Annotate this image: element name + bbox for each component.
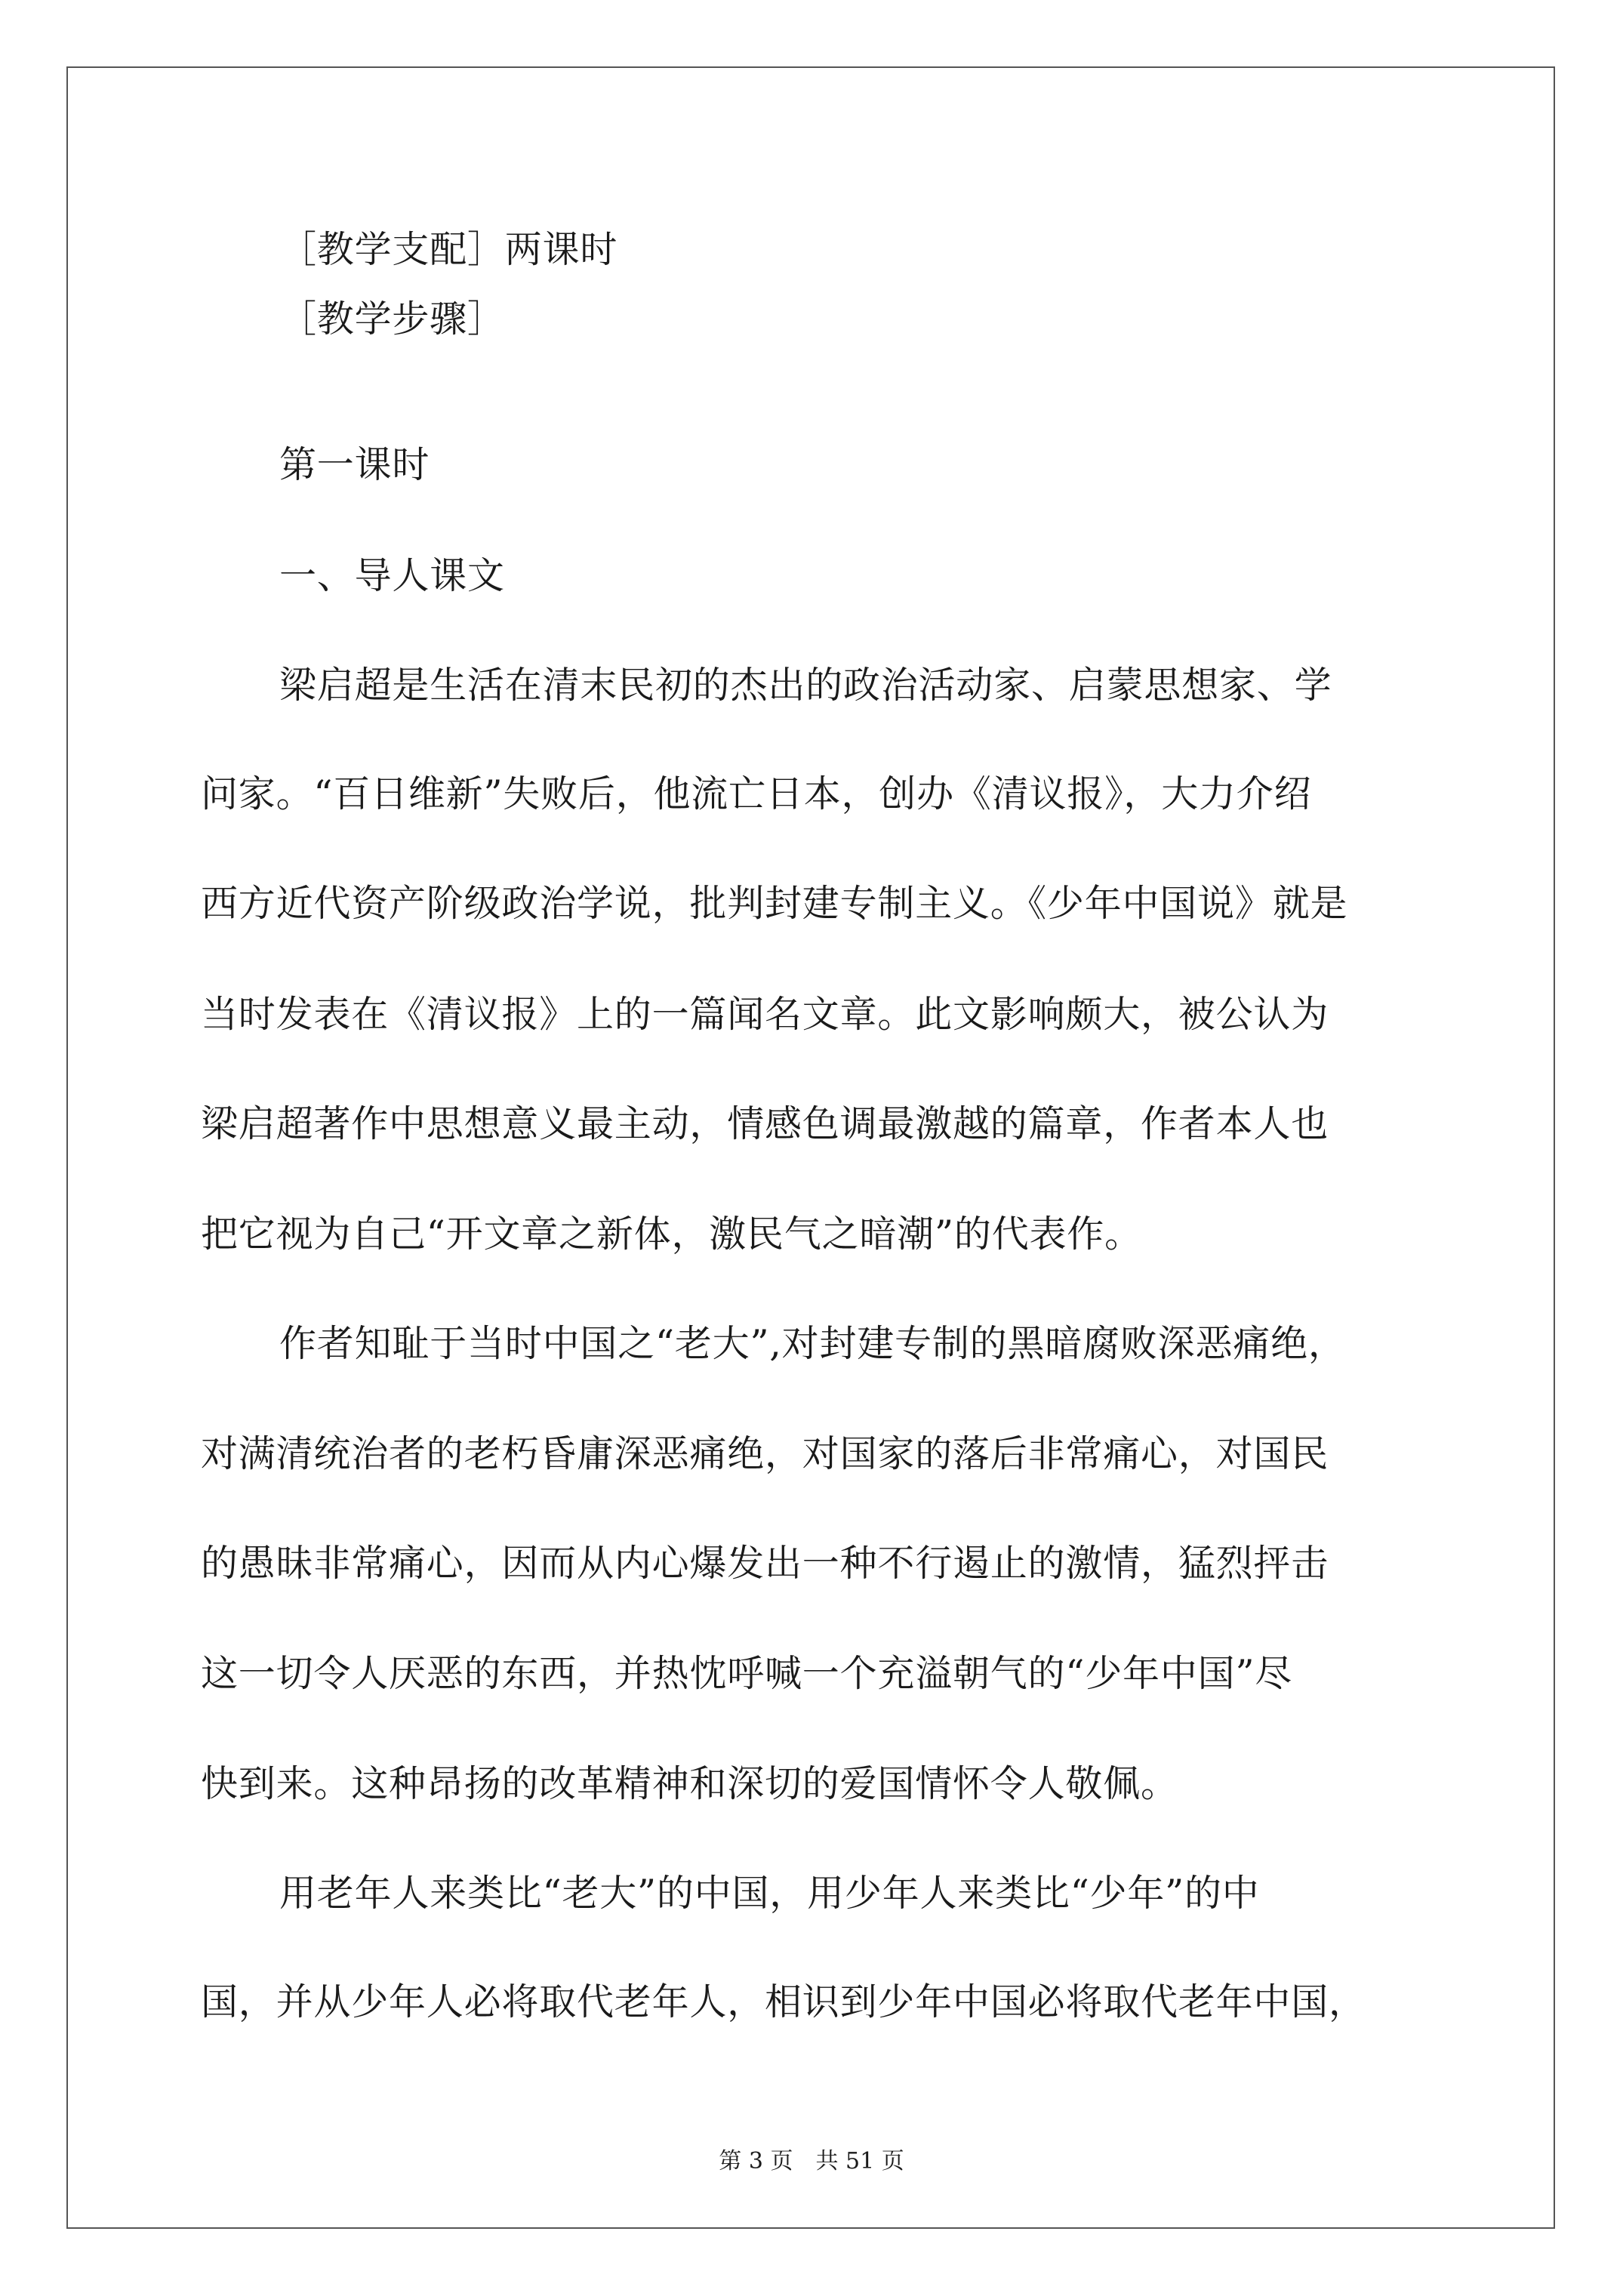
heading-teaching-steps: ［教学步骤］ xyxy=(279,297,505,341)
paragraph-line: 快到来。这种昂扬的改革精神和深切的爱国情怀令人敬佩。 xyxy=(201,1762,1178,1805)
paragraph-line: 作者知耻于当时中国之“老大”,对封建专制的黑暗腐败深恶痛绝， xyxy=(279,1322,1346,1365)
paragraph-line: 的愚昧非常痛心，因而从内心爆发出一种不行遏止的激情，猛烈抨击 xyxy=(201,1542,1329,1585)
paragraph-line: 用老年人来类比“老大”的中国，用少年人来类比“少年”的中 xyxy=(279,1872,1260,1915)
heading-introduction: 一、导人课文 xyxy=(279,554,505,597)
paragraph-line: 这一切令人厌恶的东西，并热忱呼喊一个充溢朝气的“少年中国”尽 xyxy=(201,1652,1293,1695)
paragraph-line: 对满清统治者的老朽昏庸深恶痛绝，对国家的落后非常痛心，对国民 xyxy=(201,1432,1329,1475)
paragraph-line: 西方近代资产阶级政治学说，批判封建专制主义。《少年中国说》就是 xyxy=(201,882,1348,925)
page-number-footer: 第 3 页 共 51 页 xyxy=(719,2148,904,2174)
paragraph-line: 国，并从少年人必将取代老年人，相识到少年中国必将取代老年中国， xyxy=(201,1980,1366,2023)
paragraph-line: 梁启超著作中思想意义最主动，情感色调最激越的篇章，作者本人也 xyxy=(201,1102,1329,1145)
paragraph-line: 当时发表在《清议报》上的一篇闻名文章。此文影响颇大，被公认为 xyxy=(201,993,1329,1036)
heading-teaching-arrangement: ［教学支配］两课时 xyxy=(279,228,618,271)
paragraph-line: 把它视为自己“开文章之新体，激民气之暗潮”的代表作。 xyxy=(201,1213,1142,1256)
heading-first-lesson: 第一课时 xyxy=(279,443,430,486)
paragraph-line: 问家。“百日维新”失败后，他流亡日本，创办《清议报》，大力介绍 xyxy=(201,772,1312,815)
paragraph-line: 梁启超是生活在清末民初的杰出的政治活动家、启蒙思想家、学 xyxy=(279,664,1332,707)
